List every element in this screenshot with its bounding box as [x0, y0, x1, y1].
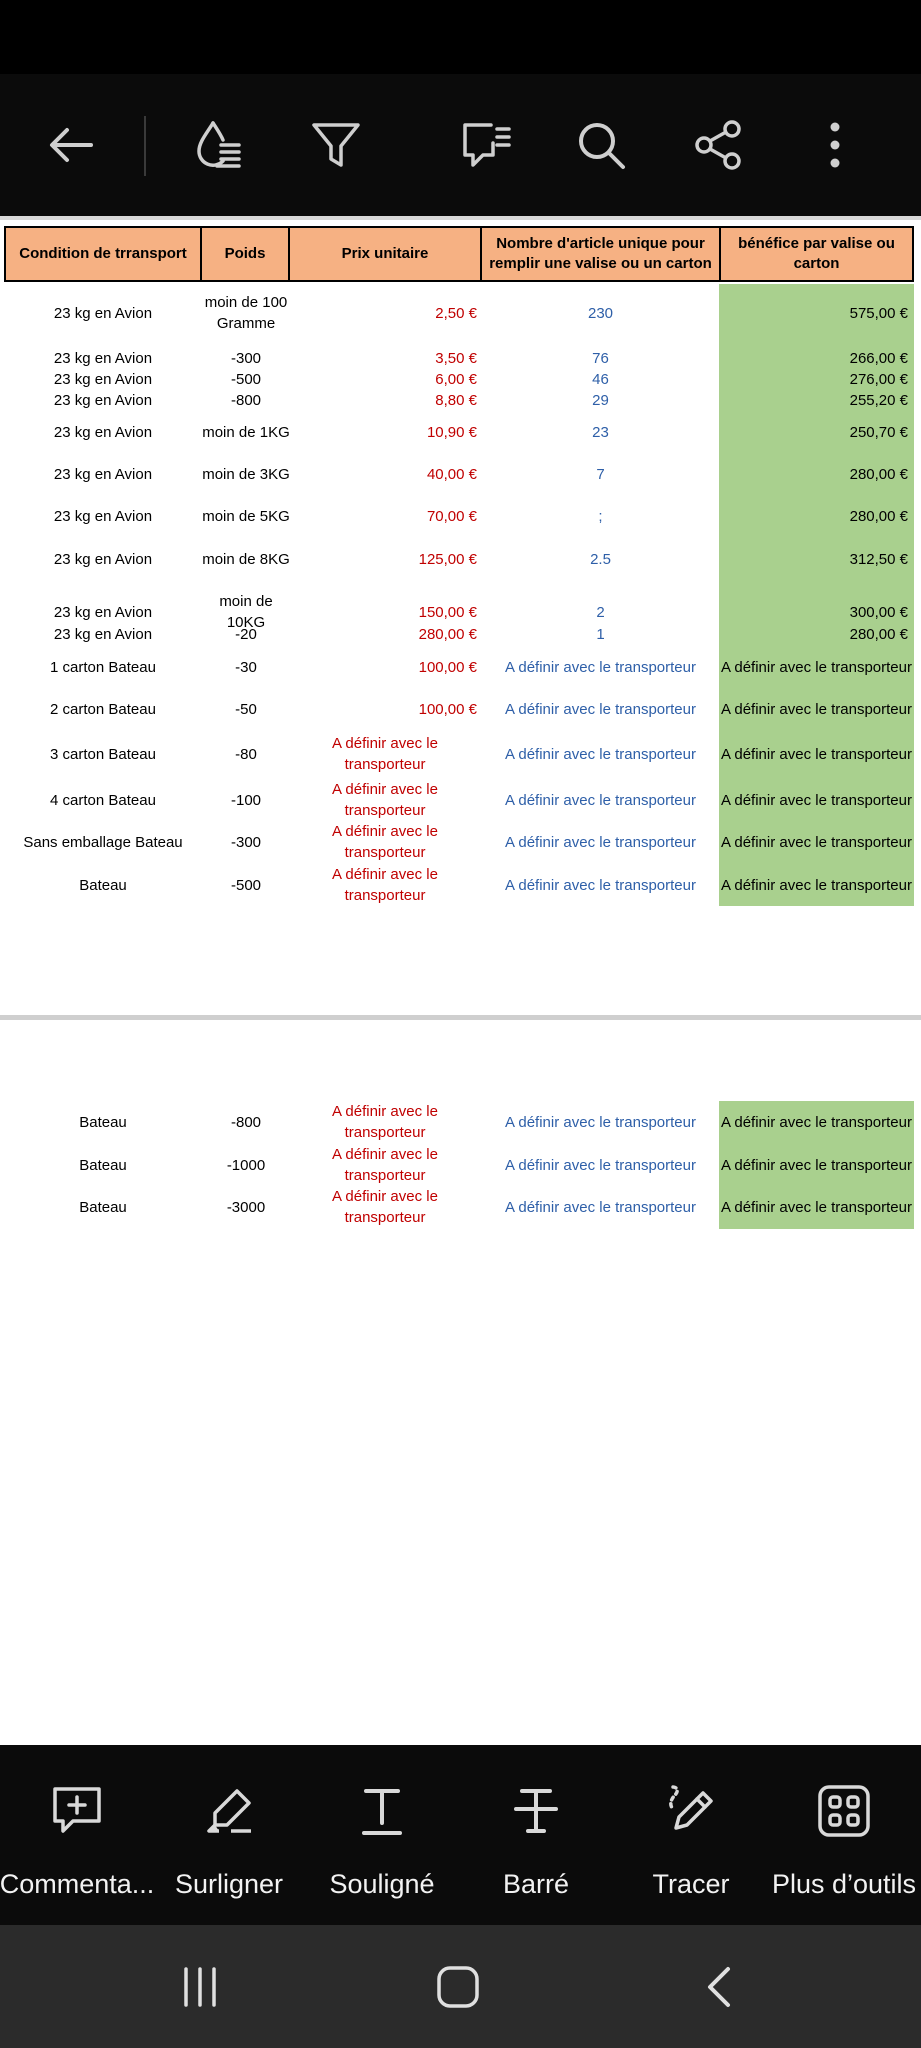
- row-page2-nombre-cell: A définir avec le transporteur: [505, 1156, 696, 1174]
- row-nombre-cell: A définir avec le transporteur: [505, 791, 696, 809]
- row-benefice-cell: 575,00 €: [849, 304, 908, 322]
- row-page2-nombre-cell: A définir avec le transporteur: [505, 1198, 696, 1216]
- page-separator: [0, 1015, 921, 1020]
- row-poids-cell: moin de 8KG: [202, 551, 290, 568]
- row-benefice-cell: 300,00 €: [849, 603, 908, 621]
- row-page2-poids-cell: -3000: [226, 1198, 266, 1216]
- row-prix-cell: A définir avec le transporteur: [332, 866, 438, 904]
- add-comment-icon: [49, 1783, 105, 1839]
- recent-apps-icon[interactable]: [160, 1955, 240, 2019]
- row-poids-cell: moin de 5KG: [202, 508, 290, 525]
- ink-drop-list-icon[interactable]: [184, 110, 254, 180]
- row-transport-cell: Bateau: [79, 876, 127, 894]
- row-nombre-cell: 2.5: [590, 551, 611, 568]
- row-nombre-cell: 76: [592, 350, 609, 367]
- row-page2-benefice-cell: A définir avec le transporteur: [721, 1113, 912, 1131]
- search-icon[interactable]: [566, 110, 636, 180]
- bottom-toolbar: [0, 1745, 921, 1925]
- row-benefice-cell: 312,50 €: [849, 551, 908, 568]
- row-prix-cell: 70,00 €: [426, 508, 477, 525]
- row-nombre-cell: 2: [596, 603, 605, 621]
- status-bar: [0, 0, 921, 74]
- underline-tool-label: Souligné: [329, 1869, 435, 1899]
- row-poids-cell: -20: [235, 626, 257, 643]
- strikethrough-icon: [508, 1783, 564, 1839]
- row-nombre-cell: A définir avec le transporteur: [505, 876, 696, 894]
- row-poids-cell: moin de 100 Gramme: [204, 294, 288, 332]
- row-transport-cell: 23 kg en Avion: [53, 508, 153, 525]
- row-benefice-cell: A définir avec le transporteur: [721, 876, 912, 894]
- row-page2-nombre-cell: A définir avec le transporteur: [505, 1113, 696, 1131]
- row-benefice-cell: 280,00 €: [849, 466, 908, 483]
- row-nombre-cell: 7: [596, 466, 605, 483]
- back-icon[interactable]: [678, 1955, 758, 2019]
- row-poids-cell: -100: [230, 791, 262, 809]
- row-poids-cell: -30: [235, 658, 257, 676]
- draw-pen-icon: [663, 1783, 719, 1839]
- row-poids-cell: -80: [235, 745, 257, 763]
- system-navigation-bar: [0, 1925, 921, 2048]
- row-transport-cell: 23 kg en Avion: [53, 304, 153, 322]
- row-benefice-cell: 250,70 €: [849, 424, 908, 441]
- row-transport-cell: 4 carton Bateau: [50, 791, 156, 809]
- row-transport-cell: 23 kg en Avion: [53, 424, 153, 441]
- more-tools[interactable]: [767, 1745, 921, 1925]
- row-nombre-cell: ;: [598, 508, 603, 525]
- row-nombre-cell: A définir avec le transporteur: [505, 833, 696, 851]
- row-prix-cell: A définir avec le transporteur: [332, 781, 438, 819]
- row-page2-prix-cell: A définir avec le transporteur: [332, 1188, 438, 1226]
- top-toolbar: [0, 74, 921, 216]
- row-poids-cell: -500: [230, 876, 262, 894]
- row-prix-cell: 40,00 €: [426, 466, 477, 483]
- row-prix-cell: 8,80 €: [435, 392, 477, 409]
- row-nombre-cell: 46: [592, 371, 609, 388]
- row-poids-cell: -300: [230, 833, 262, 851]
- row-nombre-cell: A définir avec le transporteur: [505, 658, 696, 676]
- comment-list-icon[interactable]: [450, 110, 520, 180]
- filter-icon[interactable]: [301, 110, 371, 180]
- row-transport-cell: 23 kg en Avion: [53, 371, 153, 388]
- row-benefice-cell: A définir avec le transporteur: [721, 833, 912, 851]
- more-tools-label: Plus d’outils: [771, 1869, 917, 1899]
- row-transport-cell: 23 kg en Avion: [53, 392, 153, 409]
- comment-tool[interactable]: [0, 1745, 154, 1925]
- row-nombre-cell: 29: [592, 392, 609, 409]
- header-prix: Prix unitaire: [288, 226, 482, 282]
- row-transport-cell: 2 carton Bateau: [50, 700, 156, 718]
- row-prix-cell: 3,50 €: [435, 350, 477, 367]
- row-nombre-cell: 230: [587, 304, 614, 322]
- row-benefice-cell: A définir avec le transporteur: [721, 745, 912, 763]
- row-poids-cell: moin de 3KG: [202, 466, 290, 483]
- row-nombre-cell: 23: [592, 424, 609, 441]
- underline-tool[interactable]: [305, 1745, 459, 1925]
- row-poids-cell: -50: [235, 700, 257, 718]
- row-page2-poids-cell: -1000: [226, 1156, 266, 1174]
- row-benefice-cell: 255,20 €: [849, 392, 908, 409]
- row-transport-cell: Sans emballage Bateau: [23, 833, 183, 851]
- home-icon[interactable]: [418, 1955, 498, 2019]
- highlight-tool[interactable]: [152, 1745, 306, 1925]
- row-page2-transport-cell: Bateau: [79, 1198, 127, 1216]
- row-prix-cell: 6,00 €: [435, 371, 477, 388]
- draw-tool[interactable]: [614, 1745, 768, 1925]
- header-poids: Poids: [200, 226, 290, 282]
- row-benefice-cell: A définir avec le transporteur: [721, 791, 912, 809]
- strikethrough-tool-label: Barré: [502, 1869, 570, 1899]
- row-prix-cell: 2,50 €: [435, 304, 477, 322]
- toolbar-divider: [144, 116, 146, 176]
- row-benefice-cell: A définir avec le transporteur: [721, 658, 912, 676]
- row-page2-benefice-cell: A définir avec le transporteur: [721, 1156, 912, 1174]
- share-icon[interactable]: [683, 110, 753, 180]
- row-benefice-cell: 280,00 €: [849, 508, 908, 525]
- row-poids-cell: -800: [230, 392, 262, 409]
- comment-tool-label: Commenta...: [0, 1869, 155, 1899]
- row-page2-prix-cell: A définir avec le transporteur: [332, 1103, 438, 1141]
- highlight-tool-label: Surligner: [174, 1869, 284, 1899]
- row-nombre-cell: 1: [596, 626, 605, 643]
- row-nombre-cell: A définir avec le transporteur: [505, 745, 696, 763]
- row-page2-poids-cell: -800: [230, 1113, 262, 1131]
- row-poids-cell: -500: [230, 371, 262, 388]
- row-prix-cell: 125,00 €: [418, 551, 477, 568]
- row-transport-cell: 23 kg en Avion: [53, 626, 153, 643]
- row-page2-benefice-cell: A définir avec le transporteur: [721, 1198, 912, 1216]
- row-transport-cell: 23 kg en Avion: [53, 603, 153, 621]
- row-prix-cell: A définir avec le transporteur: [332, 823, 438, 861]
- row-transport-cell: 3 carton Bateau: [50, 745, 156, 763]
- row-page2-transport-cell: Bateau: [79, 1156, 127, 1174]
- header-benefice: bénéfice par valise ou carton: [719, 226, 914, 282]
- row-benefice-cell: 276,00 €: [849, 371, 908, 388]
- row-benefice-cell: A définir avec le transporteur: [721, 700, 912, 718]
- header-nombre: Nombre d'article unique pour remplir une valise ou un carton: [480, 226, 721, 282]
- more-tools-grid-icon: [816, 1783, 872, 1839]
- draw-tool-label: Tracer: [652, 1869, 730, 1899]
- underline-icon: [354, 1783, 410, 1839]
- row-transport-cell: 23 kg en Avion: [53, 350, 153, 367]
- row-prix-cell: 100,00 €: [418, 700, 477, 718]
- row-poids-cell: moin de 10KG: [219, 593, 273, 631]
- highlighter-icon: [201, 1783, 257, 1839]
- row-transport-cell: 1 carton Bateau: [50, 658, 156, 676]
- row-nombre-cell: A définir avec le transporteur: [505, 700, 696, 718]
- row-benefice-cell: 280,00 €: [849, 626, 908, 643]
- row-prix-cell: 100,00 €: [418, 658, 477, 676]
- row-poids-cell: moin de 1KG: [202, 424, 290, 441]
- row-prix-cell: A définir avec le transporteur: [332, 735, 438, 773]
- row-poids-cell: -300: [230, 350, 262, 367]
- row-page2-transport-cell: Bateau: [79, 1113, 127, 1131]
- row-transport-cell: 23 kg en Avion: [53, 466, 153, 483]
- row-prix-cell: 150,00 €: [418, 603, 477, 621]
- header-transport: Condition de trransport: [4, 226, 202, 282]
- row-page2-prix-cell: A définir avec le transporteur: [332, 1146, 438, 1184]
- row-transport-cell: 23 kg en Avion: [53, 551, 153, 568]
- row-prix-cell: 10,90 €: [426, 424, 477, 441]
- row-benefice-cell: 266,00 €: [849, 350, 908, 367]
- strikethrough-tool[interactable]: [459, 1745, 613, 1925]
- row-prix-cell: 280,00 €: [418, 626, 477, 643]
- back-arrow-icon[interactable]: [36, 110, 106, 180]
- more-vertical-icon[interactable]: [800, 110, 870, 180]
